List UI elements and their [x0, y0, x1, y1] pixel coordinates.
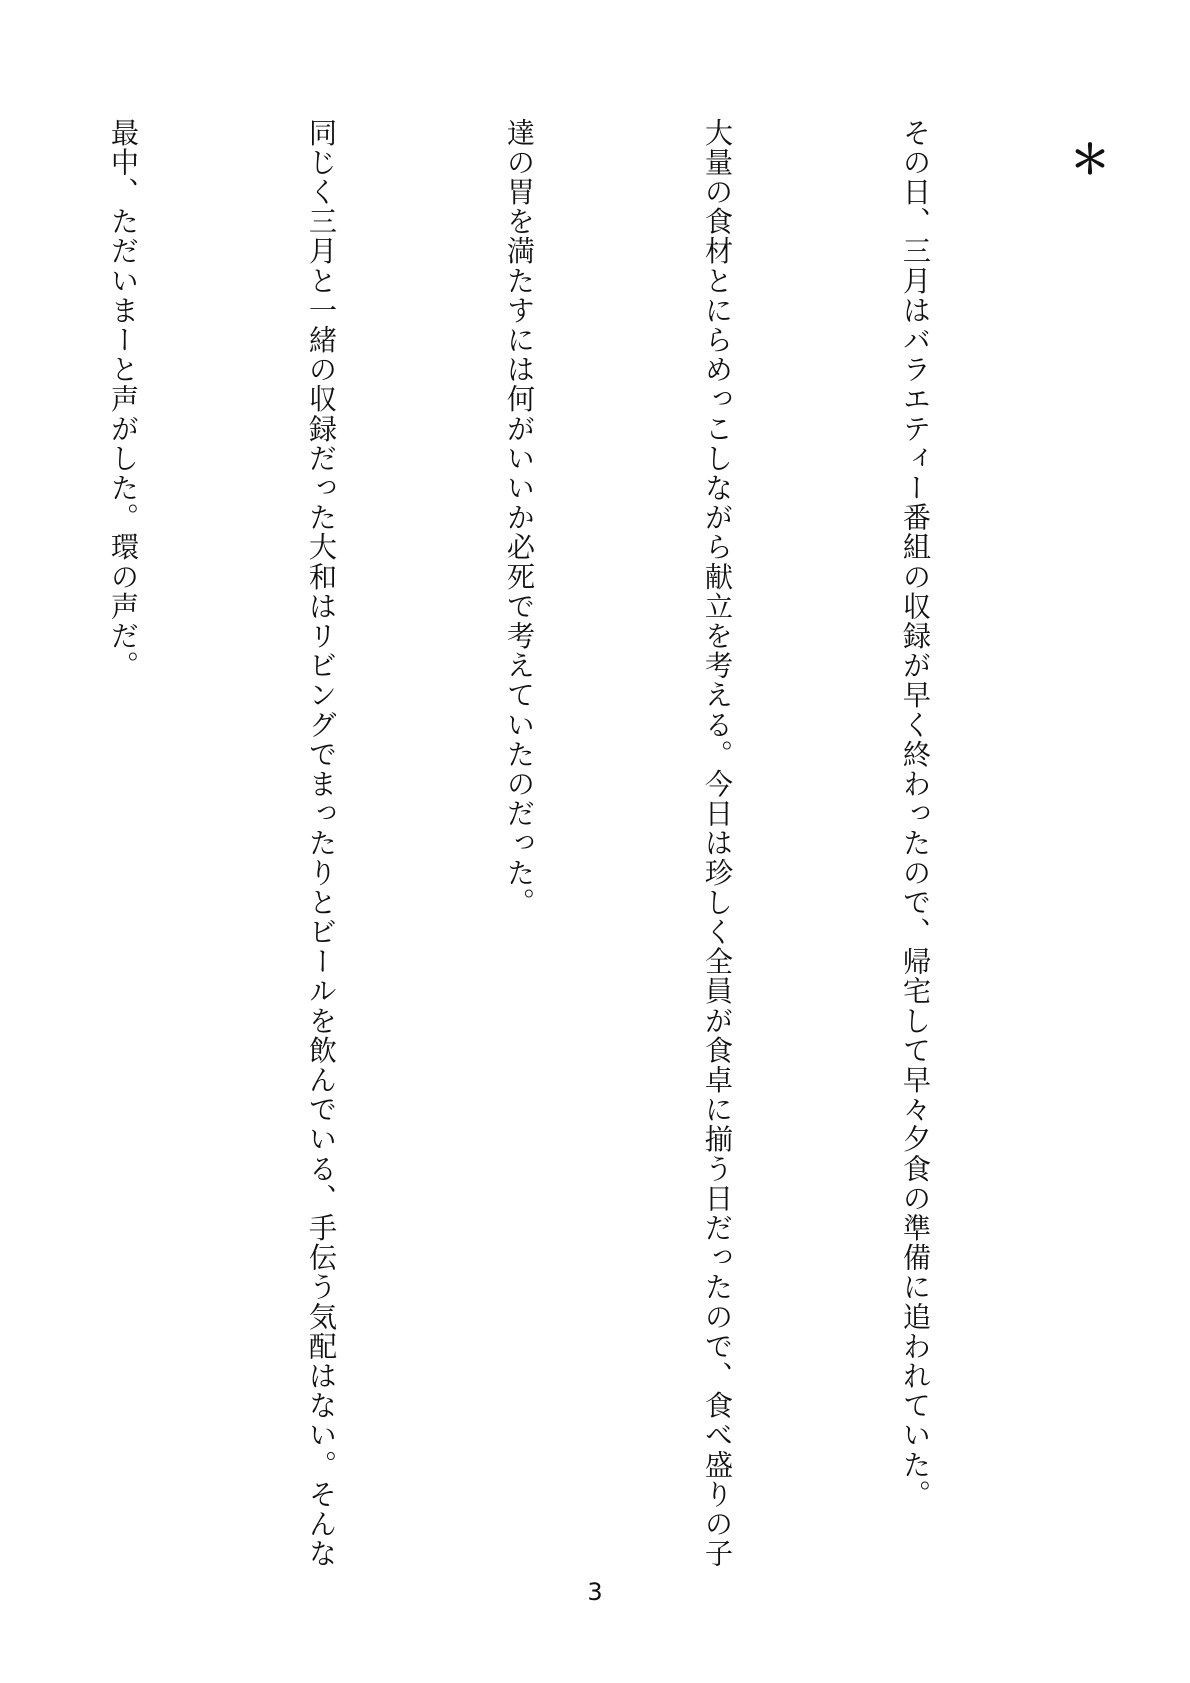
scene-break-mark: ＊	[1070, 137, 1110, 183]
text-line: 同じく三月と一緒の収録だった大和はリビングでまったりとビールを飲んでいる、手伝う気配はない。そんな	[305, 118, 338, 1569]
page-number: 3	[587, 1578, 603, 1606]
body-text	[0, 118, 1080, 1588]
text-line: その日、三月はバラエティー番組の収録が早く終わったので、帰宅して早々夕食の準備に追われていた。	[899, 118, 932, 1510]
text-line: 大量の食材とにらめっこしながら献立を考える。今日は珍しく全員が食卓に揃う日だったので、食べ盛りの子	[701, 118, 734, 1569]
text-line: 最中、ただいまーと声がした。環の声だ。	[107, 118, 140, 681]
text-line: 達の胃を満たすには何がいいか必死で考えていたのだった。	[503, 118, 536, 918]
